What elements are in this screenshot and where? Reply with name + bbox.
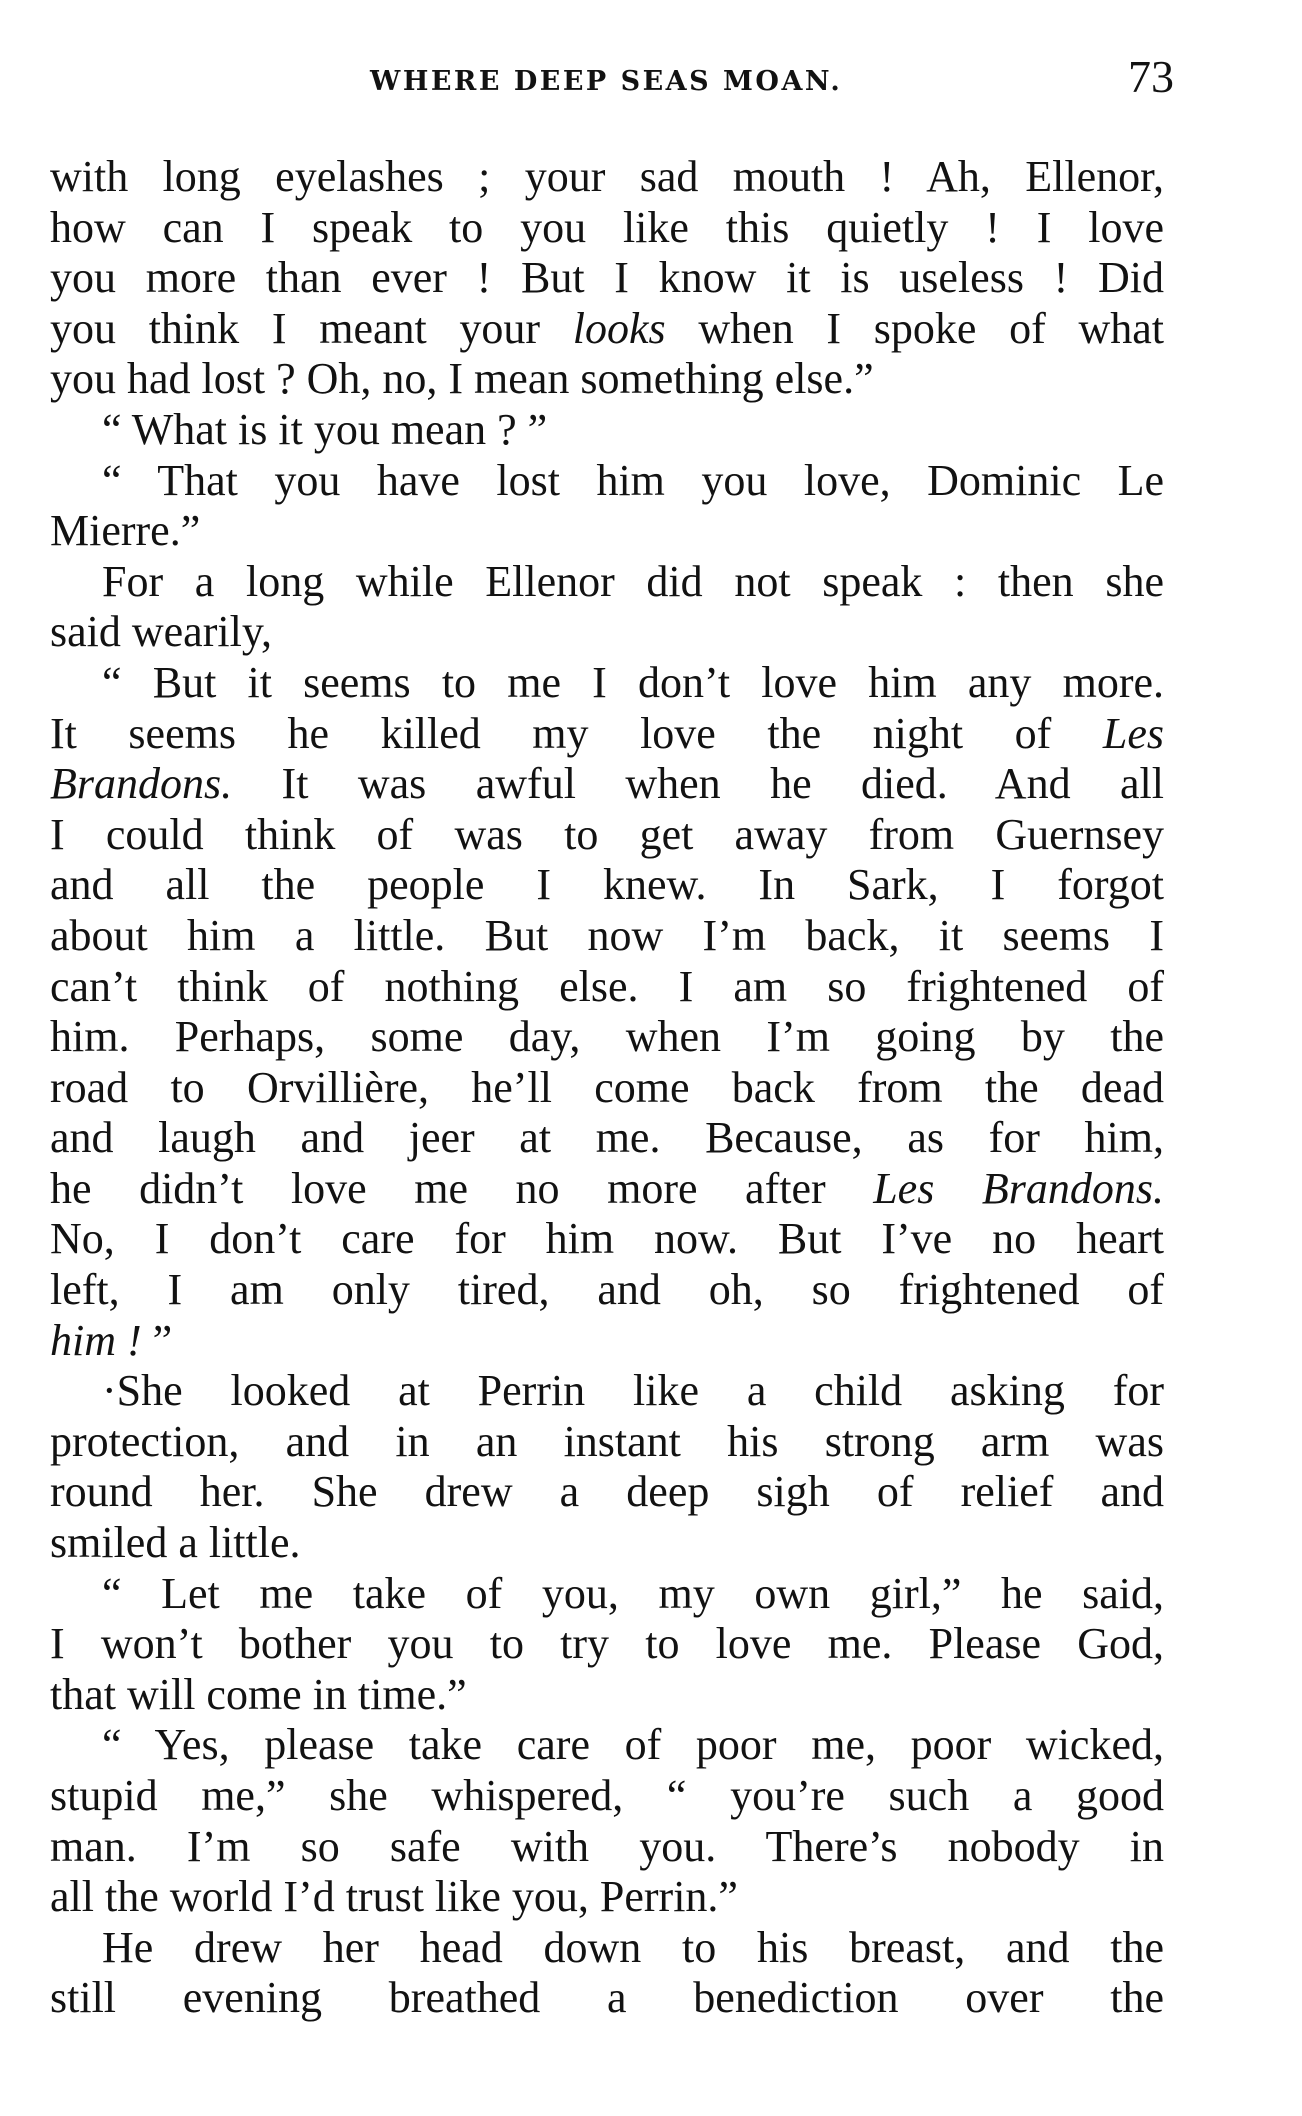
text-line (50, 1366, 1164, 1417)
italic-text: Les (1102, 708, 1164, 758)
text-line (50, 1518, 1164, 1569)
text-line (50, 860, 1164, 911)
text-line (50, 658, 1164, 709)
text-line (50, 962, 1164, 1013)
text-span: with long eyelashes ; your sad mouth ! Ah, Ellenor, (50, 152, 1164, 201)
text-line (50, 1923, 1164, 1974)
text-span: you more than ever ! But I know it is useless ! Did (50, 253, 1164, 303)
text-line (50, 456, 1164, 507)
text-line (50, 1316, 1164, 1367)
text-line (50, 1973, 1164, 2024)
text-span: that will come in time.” (50, 1669, 467, 1719)
text-line (50, 1822, 1164, 1873)
text-span: smiled a little. (50, 1518, 301, 1568)
text-line (50, 1063, 1164, 1114)
text-line (50, 1771, 1164, 1822)
text-line (50, 253, 1164, 304)
text-span: stupid me,” she whispered, “ you’re such a good (50, 1771, 1164, 1820)
text-span: can’t think of nothing else. I am so frightened of (50, 961, 1164, 1011)
page-number: 73 (1128, 51, 1174, 102)
text-line (50, 1417, 1164, 1468)
text-line (50, 354, 1164, 405)
text-span: “ Yes, please take care of poor me, poor wicked, (102, 1720, 1164, 1770)
text-span: you think I meant your (50, 303, 573, 353)
text-line (50, 203, 1164, 254)
text-span: about him a little. But now I’m back, it seems I (50, 910, 1164, 960)
text-line (50, 607, 1164, 658)
text-span: him. Perhaps, some day, when I’m going by the (50, 1012, 1164, 1062)
text-span: road to Orvillière, he’ll come back from the dead (50, 1062, 1164, 1112)
text-line (50, 506, 1164, 557)
text-line (50, 1670, 1164, 1721)
body-text (50, 152, 1164, 2024)
text-span: “ But it seems to me I don’t love him any more. (102, 657, 1164, 707)
text-line (50, 759, 1164, 810)
italic-text: Brandons. (50, 759, 233, 809)
text-line (50, 1113, 1164, 1164)
text-line (50, 810, 1164, 861)
italic-text: him ! (50, 1315, 142, 1365)
text-span: man. I’m so safe with you. There’s nobody in (50, 1821, 1164, 1871)
text-span: It seems he killed my love the night of (50, 708, 1103, 758)
text-span: round her. She drew a deep sigh of relief and (50, 1467, 1164, 1517)
text-span: left, I am only tired, and oh, so frightened of (50, 1265, 1164, 1315)
text-line (50, 1467, 1164, 1518)
text-line (50, 1569, 1164, 1620)
text-span: said wearily, (50, 607, 272, 657)
text-line (50, 911, 1164, 962)
text-line (50, 709, 1164, 760)
text-line (50, 557, 1164, 608)
text-line (50, 1872, 1164, 1923)
text-line (50, 1720, 1164, 1771)
page-header (0, 48, 1302, 108)
text-span: ” (141, 1315, 173, 1365)
text-line (50, 1164, 1164, 1215)
text-span: all the world I’d trust like you, Perrin.” (50, 1872, 738, 1922)
text-span: protection, and in an instant his strong arm was (50, 1416, 1164, 1466)
text-span: No, I don’t care for him now. But I’ve no heart (50, 1214, 1164, 1264)
text-line (50, 1265, 1164, 1316)
text-span: I could think of was to get away from Guernsey (50, 809, 1164, 859)
text-line (50, 304, 1164, 355)
text-span: still evening breathed a benediction over the (50, 1973, 1164, 2023)
text-span: he didn’t love me no more after (50, 1163, 874, 1213)
italic-text: Les Brandons. (873, 1163, 1164, 1213)
text-line (50, 152, 1164, 203)
text-span: and all the people I knew. In Sark, I forgot (50, 860, 1164, 910)
text-span: “ That you have lost him you love, Dominic Le (102, 455, 1164, 505)
text-span: ·She looked at Perrin like a child asking for (102, 1366, 1164, 1416)
text-span: and laugh and jeer at me. Because, as for him, (50, 1113, 1164, 1163)
text-span: It was awful when he died. And all (232, 759, 1164, 809)
text-line (50, 1619, 1164, 1670)
text-span: “ What is it you mean ? ” (102, 404, 548, 454)
text-line (50, 1012, 1164, 1063)
text-line (50, 1214, 1164, 1265)
text-span: how can I speak to you like this quietly ! I love (50, 202, 1164, 252)
text-span: Mierre.” (50, 506, 201, 556)
text-line (50, 405, 1164, 456)
text-span: you had lost ? Oh, no, I mean something else.” (50, 354, 874, 404)
text-span: He drew her head down to his breast, and the (102, 1922, 1164, 1972)
text-span: when I spoke of what (665, 303, 1165, 353)
text-span: For a long while Ellenor did not speak : then she (102, 556, 1164, 606)
running-head: WHERE DEEP SEAS MOAN. (370, 66, 843, 97)
italic-text: looks (572, 303, 666, 353)
text-span: I won’t bother you to try to love me. Please God, (50, 1619, 1164, 1669)
text-span: “ Let me take of you, my own girl,” he said, (102, 1568, 1164, 1618)
